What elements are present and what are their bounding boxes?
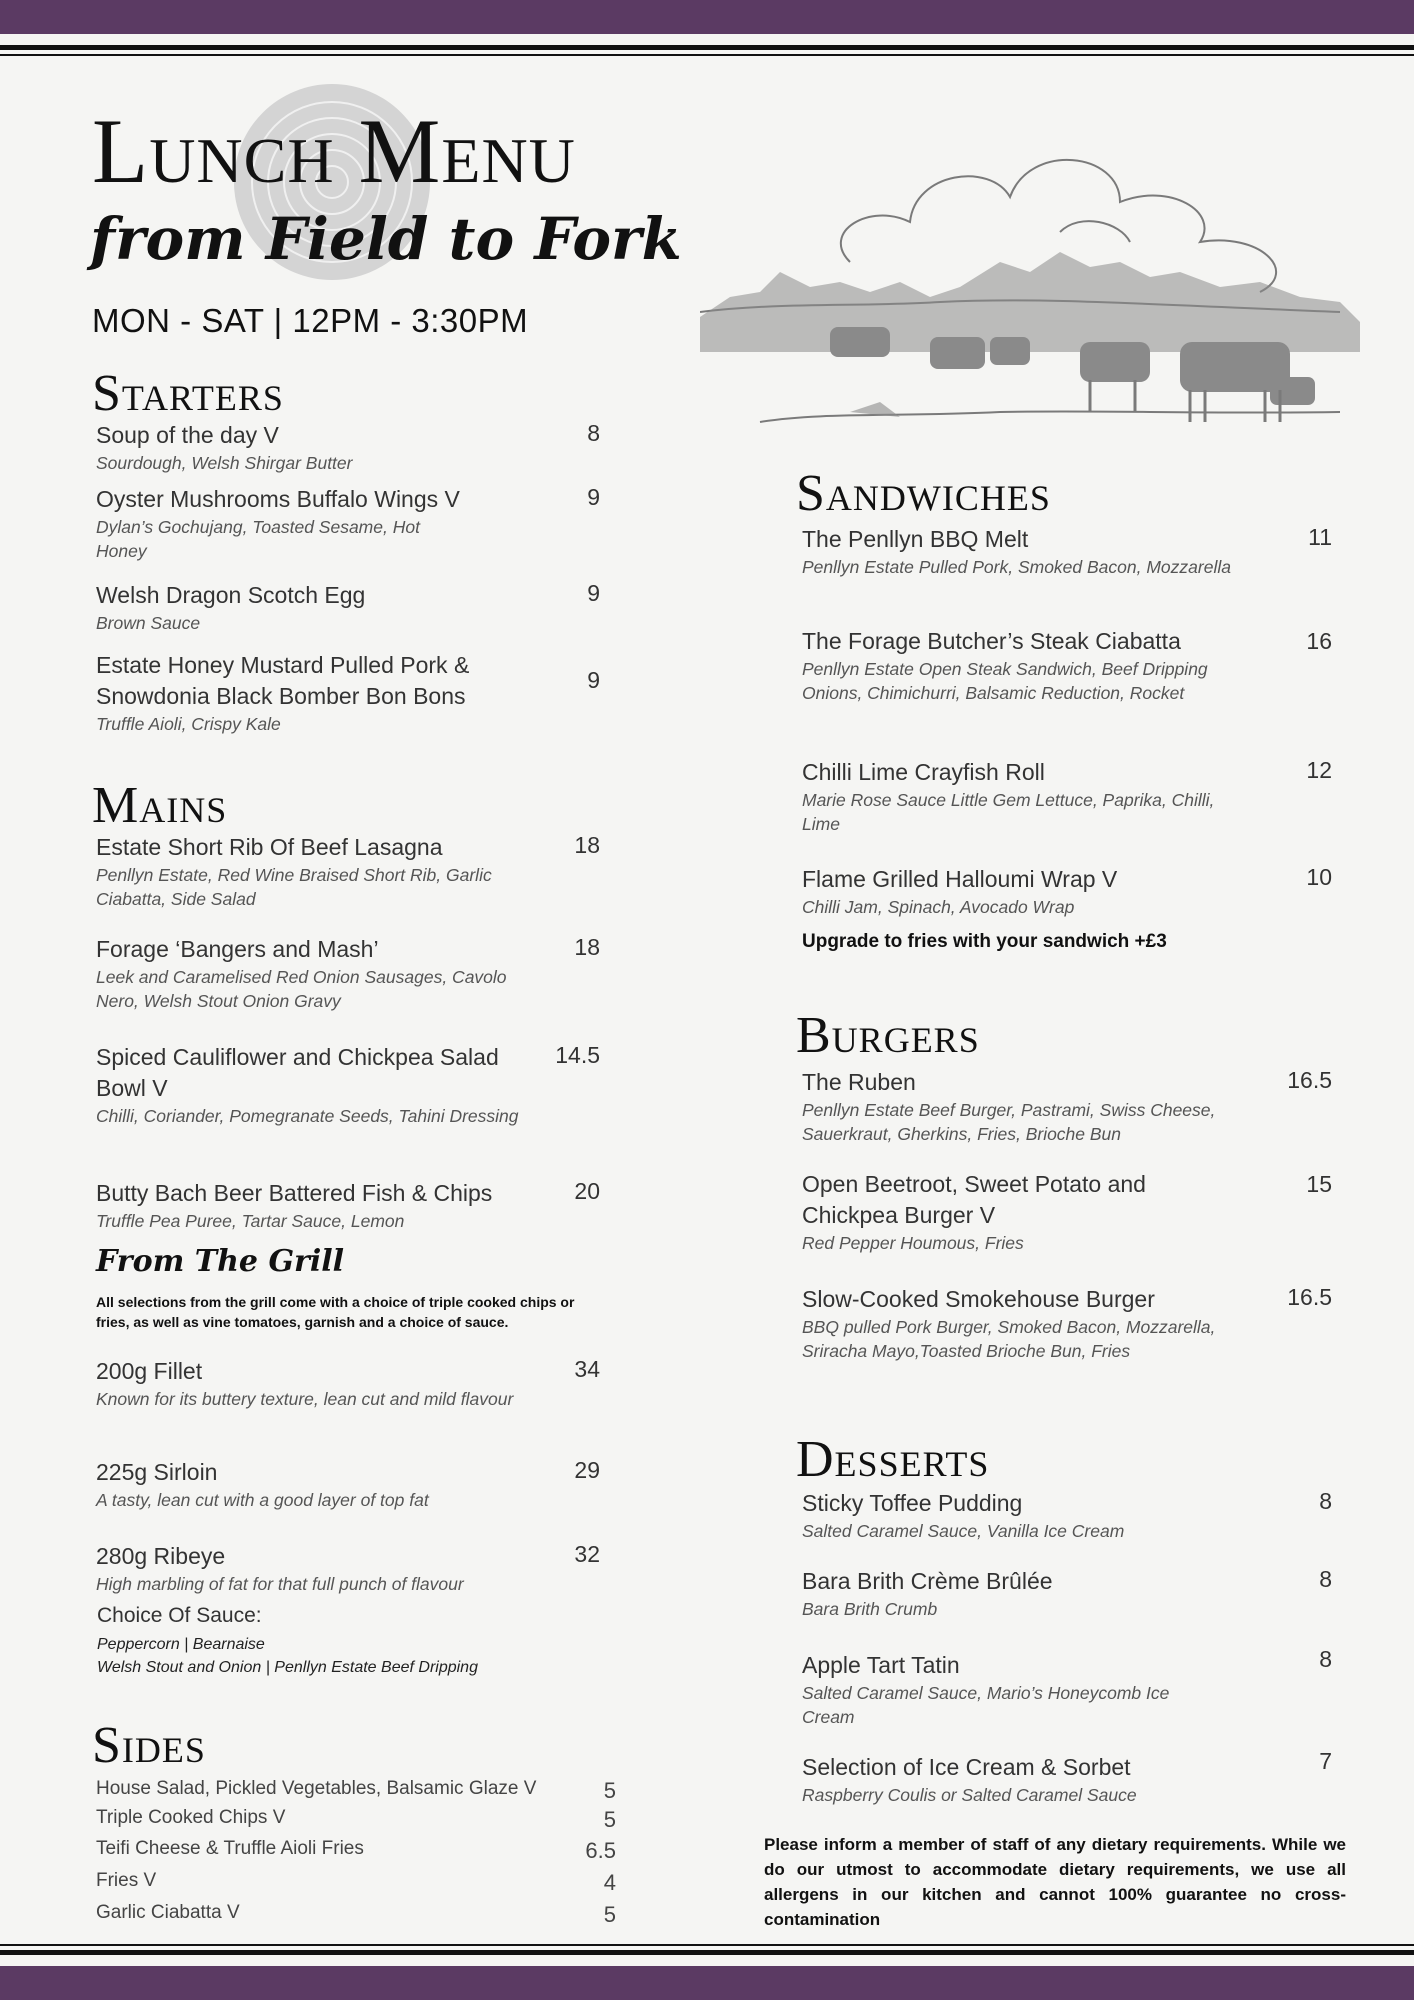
item-name: 280g Ribeye — [96, 1543, 226, 1569]
item-description: Raspberry Coulis or Salted Caramel Sauce — [802, 1785, 1137, 1805]
item-description: Red Pepper Houmous, Fries — [802, 1233, 1024, 1253]
page-title: Lunch Menu — [92, 100, 576, 202]
menu-item — [802, 1169, 1222, 1255]
item-description: Penllyn Estate, Red Wine Braised Short Rib, Garlic Ciabatta, Side Salad — [96, 865, 492, 909]
item-price: 29 — [574, 1457, 600, 1483]
dietary-notice: Please inform a member of staff of any dietary requirements. While we do our utmost to accommodate dietary requirements, we use all allergens in our kitchen and cannot 100% guarantee no cross-contamination — [764, 1835, 1346, 1929]
menu-item — [96, 650, 551, 736]
item-name: Chilli Lime Crayfish Roll — [802, 759, 1045, 785]
grill-heading: From The Grill — [96, 1244, 345, 1279]
side-name: House Salad, Pickled Vegetables, Balsamic Glaze V — [96, 1778, 537, 1799]
menu-item — [802, 1650, 1262, 1729]
side-item — [96, 1902, 616, 1932]
item-price: 32 — [574, 1541, 600, 1567]
item-name: Welsh Dragon Scotch Egg — [96, 582, 366, 608]
item-name: The Forage Butcher’s Steak Ciabatta — [802, 628, 1181, 654]
item-name: The Penllyn BBQ Melt — [802, 526, 1029, 552]
item-description: Marie Rose Sauce Little Gem Lettuce, Paprika, Chilli, Lime — [802, 790, 1215, 834]
item-name: Selection of Ice Cream & Sorbet — [802, 1754, 1131, 1780]
sandwich-upgrade-note: Upgrade to fries with your sandwich +£3 — [802, 931, 1167, 952]
item-price: 9 — [587, 580, 600, 606]
side-name: Triple Cooked Chips V — [96, 1807, 286, 1828]
menu-item — [96, 832, 536, 911]
sandwiches-heading: Sandwiches — [796, 465, 1051, 522]
item-description: BBQ pulled Pork Burger, Smoked Bacon, Mozzarella, Sriracha Mayo,Toasted Brioche Bun, Fries — [802, 1317, 1216, 1361]
item-description: A tasty, lean cut with a good layer of top fat — [96, 1490, 429, 1510]
opening-hours: MON - SAT | 12PM - 3:30PM — [92, 302, 529, 339]
menu-item — [802, 1488, 1262, 1543]
item-name: Forage ‘Bangers and Mash’ — [96, 936, 379, 962]
item-price: 20 — [574, 1178, 600, 1204]
menu-item — [96, 1541, 596, 1596]
item-description: Chilli, Coriander, Pomegranate Seeds, Tahini Dressing — [96, 1106, 519, 1126]
item-price: 34 — [574, 1356, 600, 1382]
starters-heading: Starters — [92, 365, 284, 422]
side-name: Fries V — [96, 1870, 157, 1891]
farm-landscape-illustration — [700, 112, 1360, 442]
sauce-heading: Choice Of Sauce: — [97, 1604, 262, 1627]
item-price: 16.5 — [1287, 1067, 1332, 1093]
item-price: 8 — [587, 420, 600, 446]
item-description: Salted Caramel Sauce, Mario’s Honeycomb Ice Cream — [802, 1683, 1170, 1727]
item-price: 9 — [587, 484, 600, 510]
grill-note: All selections from the grill come with a choice of triple cooked chips or fries, as well as vine tomatoes, garnish and a choice of sauce. — [96, 1294, 575, 1330]
item-name: Sticky Toffee Pudding — [802, 1490, 1023, 1516]
item-name: Oyster Mushrooms Buffalo Wings V — [96, 486, 460, 512]
item-name: Slow-Cooked Smokehouse Burger — [802, 1286, 1155, 1312]
side-item — [96, 1807, 616, 1837]
side-name: Garlic Ciabatta V — [96, 1902, 240, 1923]
item-description: Sourdough, Welsh Shirgar Butter — [96, 453, 353, 473]
mains-heading: Mains — [92, 777, 228, 834]
top-rule-thin — [0, 54, 1414, 56]
desserts-heading: Desserts — [796, 1431, 990, 1488]
menu-item — [96, 580, 576, 635]
menu-item — [96, 420, 576, 475]
item-description: High marbling of fat for that full punch of flavour — [96, 1574, 464, 1594]
item-price: 9 — [587, 667, 600, 693]
item-description: Leek and Caramelised Red Onion Sausages, Cavolo Nero, Welsh Stout Onion Gravy — [96, 967, 507, 1011]
menu-item — [802, 1284, 1272, 1363]
menu-item — [96, 1457, 576, 1512]
menu-item — [96, 484, 496, 563]
item-name: Estate Short Rib Of Beef Lasagna — [96, 834, 443, 860]
sauce-options-1: Peppercorn | Bearnaise — [97, 1636, 265, 1653]
item-name: 200g Fillet — [96, 1358, 203, 1384]
side-price: 5 — [603, 1778, 616, 1803]
item-description: Bara Brith Crumb — [802, 1599, 938, 1619]
item-price: 8 — [1319, 1646, 1332, 1672]
item-price: 16.5 — [1287, 1284, 1332, 1310]
side-price: 6.5 — [585, 1838, 616, 1863]
item-description: Penllyn Estate Open Steak Sandwich, Beef Dripping Onions, Chimichurri, Balsamic Reduction, Rocket — [802, 659, 1208, 703]
sauce-options-2: Welsh Stout and Onion | Penllyn Estate Beef Dripping — [97, 1659, 478, 1676]
item-name: Soup of the day V — [96, 422, 279, 448]
item-name: The Ruben — [802, 1069, 916, 1095]
side-price: 4 — [603, 1870, 616, 1895]
side-name: Teifi Cheese & Truffle Aioli Fries — [96, 1838, 364, 1859]
item-price: 18 — [574, 832, 600, 858]
side-item — [96, 1838, 616, 1868]
item-price: 14.5 — [555, 1042, 600, 1068]
menu-item — [802, 864, 1262, 919]
item-name: Butty Bach Beer Battered Fish & Chips — [96, 1180, 493, 1206]
item-price: 10 — [1306, 864, 1332, 890]
page-subtitle: from Field to Fork — [90, 205, 682, 273]
side-item — [96, 1778, 616, 1808]
bottom-rule — [0, 1950, 1414, 1955]
item-description: Truffle Aioli, Crispy Kale — [96, 714, 281, 734]
item-description: Known for its buttery texture, lean cut and mild flavour — [96, 1389, 514, 1409]
item-price: 11 — [1308, 524, 1332, 550]
top-rule — [0, 45, 1414, 50]
item-description: Chilli Jam, Spinach, Avocado Wrap — [802, 897, 1075, 917]
item-price: 7 — [1319, 1748, 1332, 1774]
item-name: Spiced Cauliflower and Chickpea Salad Bowl V — [96, 1044, 499, 1101]
item-name: 225g Sirloin — [96, 1459, 218, 1485]
top-band — [0, 0, 1414, 34]
side-price: 5 — [603, 1807, 616, 1832]
item-description: Penllyn Estate Pulled Pork, Smoked Bacon, Mozzarella — [802, 557, 1231, 577]
item-description: Penllyn Estate Beef Burger, Pastrami, Swiss Cheese, Sauerkraut, Gherkins, Fries, Brioche Bun — [802, 1100, 1216, 1144]
item-price: 15 — [1306, 1171, 1332, 1197]
menu-item — [802, 1067, 1272, 1146]
menu-item — [802, 524, 1242, 579]
item-description: Salted Caramel Sauce, Vanilla Ice Cream — [802, 1521, 1125, 1541]
item-price: 18 — [574, 934, 600, 960]
menu-item — [802, 1566, 1262, 1621]
item-price: 16 — [1306, 628, 1332, 654]
menu-item — [802, 626, 1262, 705]
menu-item — [96, 1356, 576, 1411]
item-price: 12 — [1306, 757, 1332, 783]
menu-item — [96, 1042, 526, 1128]
menu-item — [96, 934, 536, 1013]
menu-item — [802, 1752, 1262, 1807]
bottom-band — [0, 1966, 1414, 2000]
menu-item — [802, 757, 1262, 836]
item-price: 8 — [1319, 1566, 1332, 1592]
sides-heading: Sides — [92, 1717, 206, 1774]
item-description: Brown Sauce — [96, 613, 201, 633]
item-price: 8 — [1319, 1488, 1332, 1514]
menu-item — [96, 1178, 576, 1233]
item-name: Open Beetroot, Sweet Potato and Chickpea Burger V — [802, 1171, 1146, 1228]
item-name: Apple Tart Tatin — [802, 1652, 960, 1678]
item-description: Truffle Pea Puree, Tartar Sauce, Lemon — [96, 1211, 405, 1231]
item-name: Flame Grilled Halloumi Wrap V — [802, 866, 1118, 892]
side-item — [96, 1870, 616, 1900]
item-name: Estate Honey Mustard Pulled Pork & Snowdonia Black Bomber Bon Bons — [96, 652, 470, 709]
side-price: 5 — [603, 1902, 616, 1927]
item-description: Dylan’s Gochujang, Toasted Sesame, Hot Honey — [96, 517, 420, 561]
bottom-rule-thin — [0, 1944, 1414, 1946]
item-name: Bara Brith Crème Brûlée — [802, 1568, 1053, 1594]
burgers-heading: Burgers — [796, 1007, 980, 1064]
